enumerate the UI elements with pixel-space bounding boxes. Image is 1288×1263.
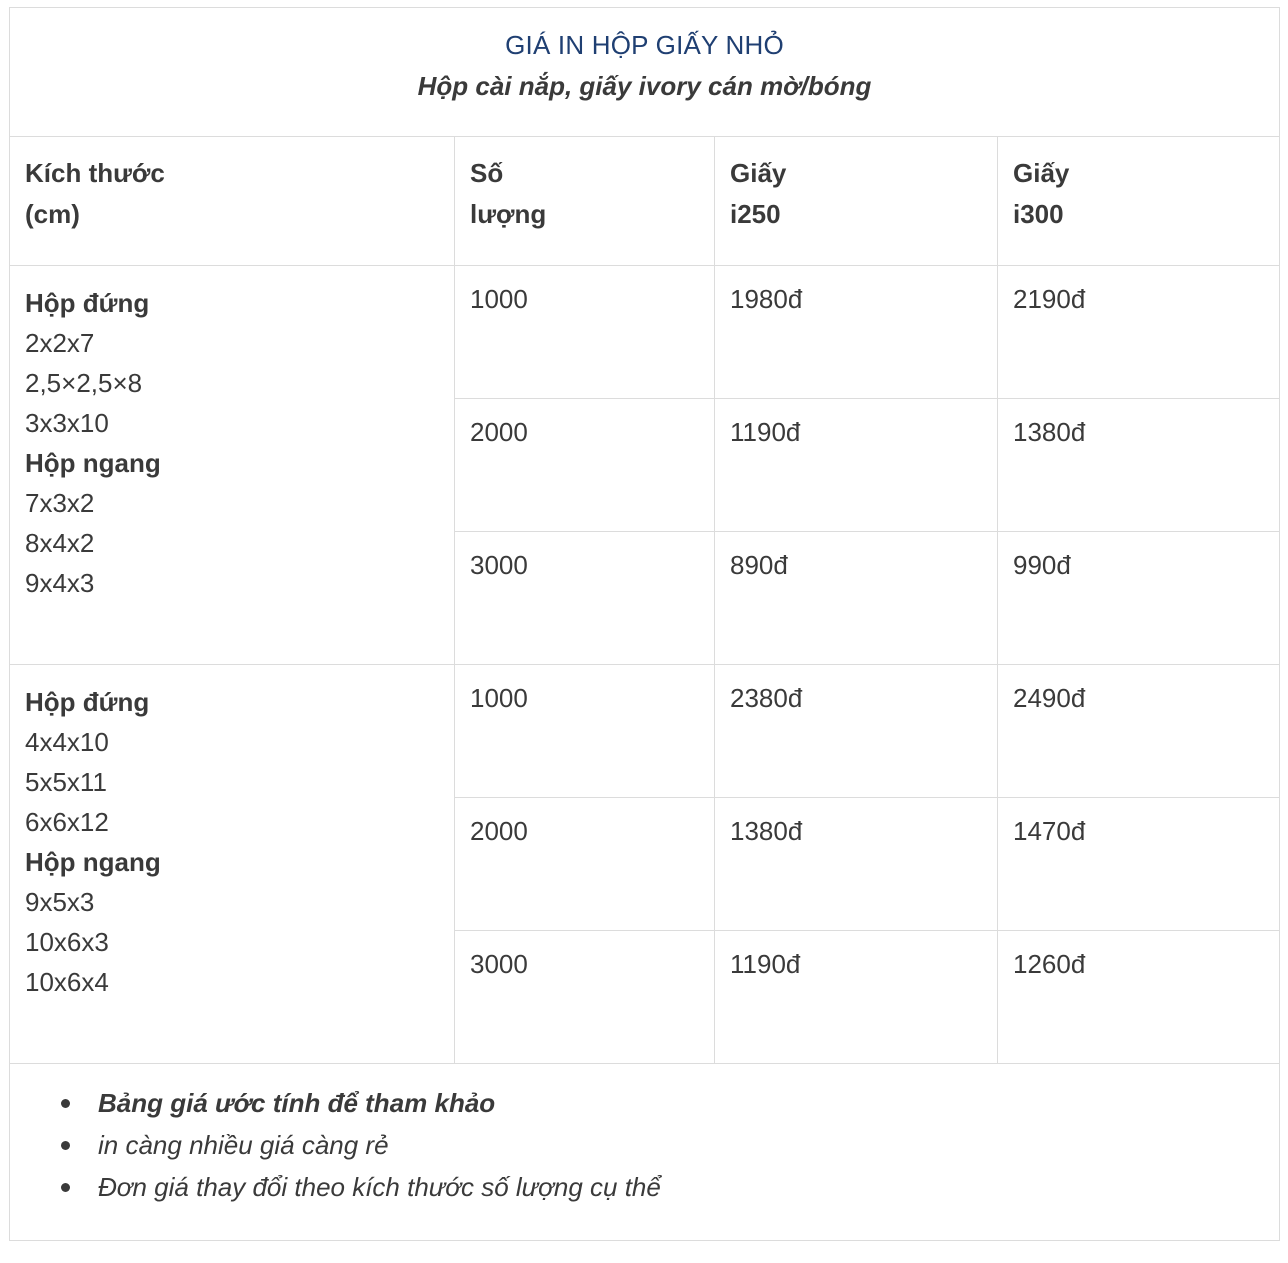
table-title: GIÁ IN HỘP GIẤY NHỎ (505, 30, 784, 60)
title-cell (10, 8, 1280, 137)
i250-cell (715, 665, 998, 798)
i300-cell (998, 665, 1280, 798)
header-qty-line-2: lượng (470, 199, 547, 229)
note-item: in càng nhiều giá càng rẻ (98, 1124, 1279, 1166)
size-item: 7x3x2 (25, 488, 95, 518)
size-item: 4x4x10 (25, 727, 109, 757)
qty-value: 2000 (470, 816, 528, 846)
header-row (10, 137, 1280, 266)
size-item: 3x3x10 (25, 408, 109, 438)
header-qty (455, 137, 715, 266)
header-size-line-2: (cm) (25, 199, 80, 229)
qty-value: 1000 (470, 683, 528, 713)
qty-cell (455, 798, 715, 931)
table-subtitle: Hộp cài nắp, giấy ivory cán mờ/bóng (417, 71, 872, 101)
size-item: 2,5×2,5×8 (25, 368, 143, 398)
size-item: 9x4x3 (25, 568, 95, 598)
notes-row (10, 1064, 1280, 1241)
qty-cell (455, 931, 715, 1064)
size-item: 9x5x3 (25, 887, 95, 917)
i300-price: 1470đ (1013, 816, 1086, 846)
qty-cell (455, 266, 715, 399)
header-qty-line-1: Số (470, 158, 504, 188)
header-i250-line-1: Giấy (730, 158, 787, 188)
header-size (10, 137, 455, 266)
i250-price: 1380đ (730, 816, 803, 846)
note-item: Bảng giá ước tính để tham khảo (98, 1082, 1279, 1124)
header-i300-line-1: Giấy (1013, 158, 1070, 188)
horizontal-label: Hộp ngang (25, 448, 161, 478)
i300-price: 1260đ (1013, 949, 1086, 979)
i250-cell (715, 931, 998, 1064)
note-item: Đơn giá thay đổi theo kích thước số lượng cụ thể (98, 1166, 1279, 1208)
horizontal-label: Hộp ngang (25, 847, 161, 877)
size-item: 6x6x12 (25, 807, 109, 837)
header-i250 (715, 137, 998, 266)
size-item: 8x4x2 (25, 528, 95, 558)
i250-cell (715, 399, 998, 532)
standing-label: Hộp đứng (25, 687, 150, 717)
table-row (10, 266, 1280, 399)
i250-cell (715, 266, 998, 399)
notes-cell (10, 1064, 1280, 1241)
size-cell (10, 665, 455, 1064)
qty-value: 1000 (470, 284, 528, 314)
qty-cell (455, 532, 715, 665)
standing-label: Hộp đứng (25, 288, 150, 318)
header-size-line-1: Kích thước (25, 158, 165, 188)
i250-cell (715, 798, 998, 931)
i250-price: 1980đ (730, 284, 803, 314)
title-row (10, 8, 1280, 137)
i300-price: 2490đ (1013, 683, 1086, 713)
i300-cell (998, 399, 1280, 532)
i250-price: 1190đ (730, 417, 801, 447)
i250-price: 2380đ (730, 683, 803, 713)
qty-value: 3000 (470, 949, 528, 979)
size-item: 10x6x3 (25, 927, 109, 957)
notes-list (10, 1082, 1279, 1208)
header-i300-line-2: i300 (1013, 199, 1064, 229)
i300-price: 2190đ (1013, 284, 1086, 314)
header-i300 (998, 137, 1280, 266)
table-row (10, 665, 1280, 798)
header-i250-line-2: i250 (730, 199, 781, 229)
size-item: 10x6x4 (25, 967, 109, 997)
i250-price: 1190đ (730, 949, 801, 979)
qty-value: 3000 (470, 550, 528, 580)
size-item: 5x5x11 (25, 767, 107, 797)
i300-cell (998, 532, 1280, 665)
i300-cell (998, 798, 1280, 931)
i300-cell (998, 931, 1280, 1064)
i300-price: 990đ (1013, 550, 1071, 580)
i250-price: 890đ (730, 550, 788, 580)
qty-value: 2000 (470, 417, 528, 447)
i300-cell (998, 266, 1280, 399)
qty-cell (455, 399, 715, 532)
qty-cell (455, 665, 715, 798)
i300-price: 1380đ (1013, 417, 1086, 447)
size-item: 2x2x7 (25, 328, 95, 358)
i250-cell (715, 532, 998, 665)
price-table (9, 7, 1280, 1241)
size-cell (10, 266, 455, 665)
